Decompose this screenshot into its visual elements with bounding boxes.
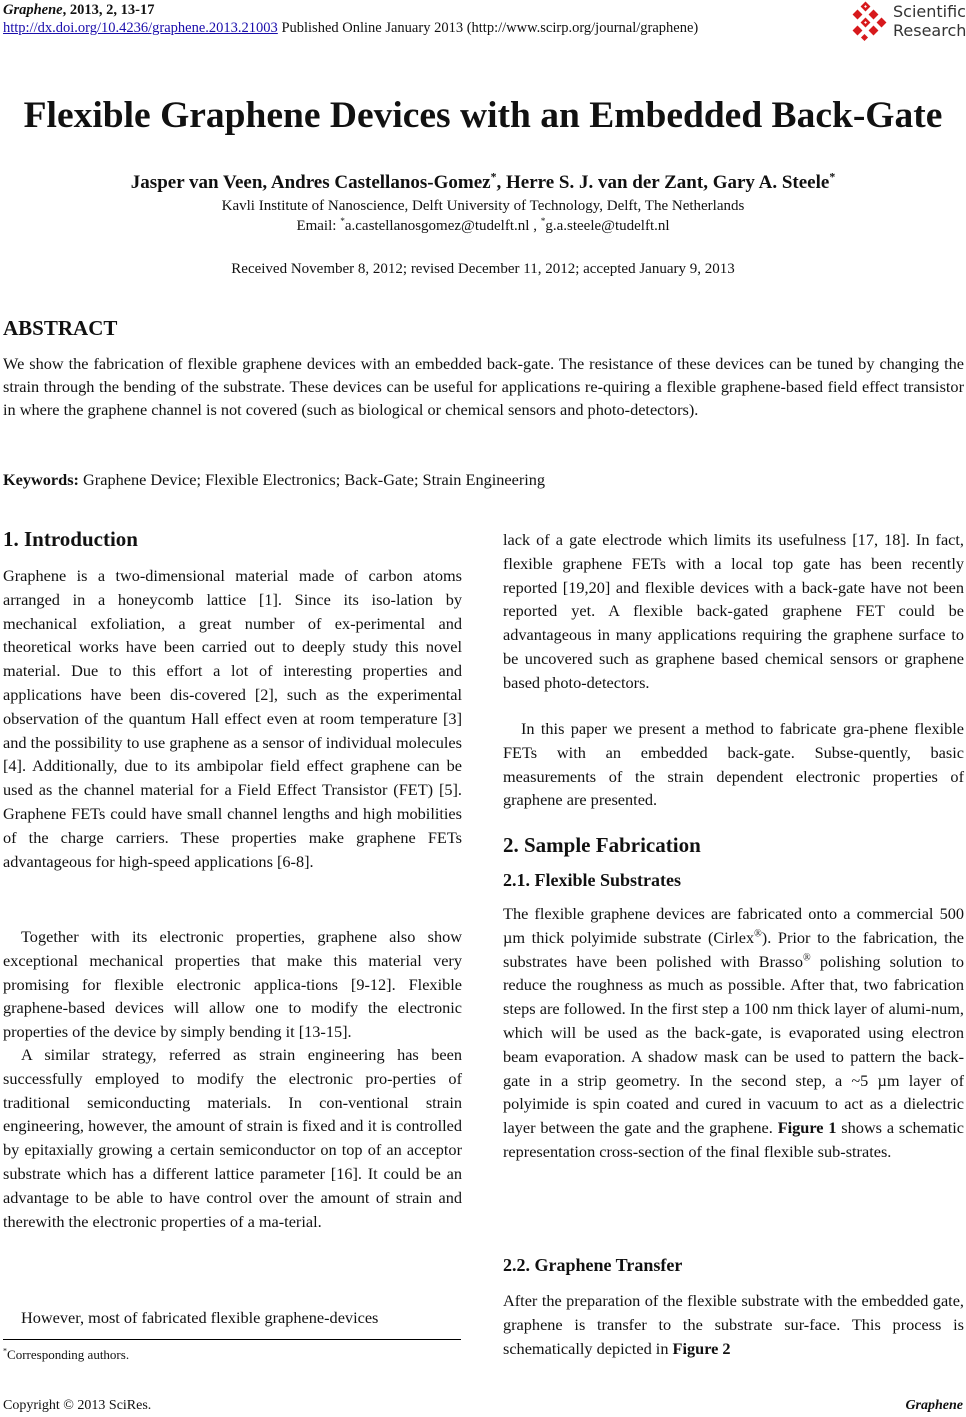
- corresponding-mark: *: [340, 217, 345, 227]
- intro-paragraph-5: In this paper we present a method to fabricate gra-phene flexible FETs with an embedded back-gate. Subse-quently, basic measurements of the strain dependent electronic properties of graphene are presented.: [503, 719, 964, 810]
- footer-journal-name: Graphene: [905, 1398, 963, 1413]
- logo-line-2: Research: [893, 21, 966, 40]
- intro-paragraph-1: Graphene is a two-dimensional material made of carbon atoms arranged in a honeycomb lattice [1]. Since its iso-lation by mechanical exfoliation, a great number of ex-perimental and theoretical works have been carried out to deeply study this novel material. Due to this effort a lot of interesting properties and applications have been dis-covered [2], such as the experimental observation of the quantum Hall effect even at room temperature [3] and the possibility to use graphene as a sensor of individual molecules [4]. Additionally, due to its ambipolar field effect graphene can be used as the channel material for a Field Effect Transistor (FET) [5]. Graphene FETs could have small channel lengths and high mobilities of the charge carriers. These properties make graphene FETs advantageous for high-speed applications [6-8].: [3, 566, 462, 871]
- corresponding-mark: *: [829, 170, 836, 184]
- abstract-text: We show the fabrication of flexible graphene devices with an embedded back-gate. The resistance of these devices can be tuned by changing the strain through the bending of the substrate. These devices can be useful for applications re-quiring a flexible graphene-based field effect transistor in where the graphene channel is not covered (such as biological or chemical sensors and photo-detectors).: [3, 354, 964, 420]
- intro-paragraph-3: A similar strategy, referred as strain engineering has been successfully employed to modify the electronic pro-perties of traditional semiconducting materials. In con-ventional strain engineering, however, the amount of strain is fixed and it is controlled by epitaxially growing a certain semiconductor on top of an acceptor substrate which has a different lattice parameter [16]. It could be an advantage to be able to have control over the amount of strain and therewith the electronic properties of a ma-terial.: [3, 1045, 462, 1231]
- keywords-label: Keywords:: [3, 470, 79, 489]
- authors-part-1: Jasper van Veen, Andres Castellanos-Gomez: [130, 172, 491, 193]
- fabrication-text-d: shows a schematic representation cross-section of the final flexible sub-strates.: [503, 1118, 964, 1161]
- email-2[interactable]: g.a.steele@tudelft.nl: [545, 218, 670, 234]
- subsection-heading-graphene-transfer: 2.2. Graphene Transfer: [503, 1255, 683, 1275]
- transfer-text: After the preparation of the flexible substrate with the embedded gate, graphene is transfer to the substrate sur-face. This process is schematically depicted in: [503, 1291, 964, 1358]
- footnote-text: Corresponding authors.: [7, 1347, 130, 1362]
- scientific-research-logo-icon: [846, 0, 890, 44]
- keywords-line: [3, 470, 545, 490]
- email-separator: ,: [529, 218, 541, 234]
- volume-info: , 2013, 2, 13-17: [62, 2, 155, 18]
- doi-line: [3, 20, 849, 37]
- registered-mark: ®: [803, 952, 811, 964]
- section-heading-introduction: 1. Introduction: [3, 527, 138, 551]
- intro-paragraph-4: However, most of fabricated flexible graphene-devices: [21, 1308, 379, 1327]
- footnote-mark: *: [3, 1346, 8, 1356]
- logo-line-1: Scientific: [893, 2, 966, 21]
- paper-title: Flexible Graphene Devices with an Embedded Back-Gate: [23, 95, 943, 136]
- copyright: Copyright © 2013 SciRes.: [3, 1398, 152, 1413]
- journal-name: Graphene: [3, 2, 63, 18]
- intro-paragraph-2: Together with its electronic properties, graphene also show exceptional mechanical properties that make this material very promising for flexible electronic applica-tions [9-12]. Flexible graphene-based devices will allow one to modify the electronic properties of the device by simply bending it [13-15].: [3, 927, 462, 1042]
- registered-mark: ®: [754, 928, 762, 940]
- publisher-logo: [846, 0, 966, 44]
- abstract-heading: ABSTRACT: [3, 316, 118, 340]
- intro-paragraph-4-continued: lack of a gate electrode which limits its usefulness [17, 18]. In fact, flexible graphene FETs with a local top gate has been recently reported [19,20] and flexible devices with a back-gate have not been reported yet. A flexible back-gated graphene FET could be advantageous in many applications requiring the graphene surface to be uncovered such as graphene based chemical sensors or graphene based photo-detectors.: [503, 530, 964, 692]
- transfer-paragraph-1: [503, 1289, 964, 1360]
- logo-text: [893, 2, 966, 40]
- doi-link[interactable]: http://dx.doi.org/10.4236/graphene.2013.21003: [3, 20, 278, 36]
- keywords-list: Graphene Device; Flexible Electronics; Back-Gate; Strain Engineering: [78, 470, 546, 489]
- figure-1-reference[interactable]: Figure 1: [777, 1118, 837, 1138]
- email-1[interactable]: a.castellanosgomez@tudelft.nl: [344, 218, 530, 234]
- corresponding-mark: *: [540, 217, 546, 227]
- paper-authors: [0, 172, 966, 194]
- email-label: Email:: [296, 218, 341, 234]
- section-heading-sample-fabrication: 2. Sample Fabrication: [503, 833, 701, 857]
- fabrication-text-c: polishing solution to reduce the roughness as much as possible. After that, two fabrication steps are followed. In the first step a 100 nm thick layer of alumi-num, which will be used as the back-gate, is evaporated using electron beam evaporation. A shadow mask can be used to pattern the back-gate in a strip geometry. In the second step, a ~5 µm layer of polyimide is spin coated and cured in vacuum to act as a dielectric layer between the gate and the graphene.: [503, 951, 964, 1138]
- fabrication-text-b: ). Prior to the fabrication, the substrates have been polished with Brasso: [503, 927, 965, 971]
- published-info: Published Online January 2013 (http://www.scirp.org/journal/graphene): [277, 20, 699, 36]
- email-line: [0, 217, 966, 235]
- corresponding-mark: *: [490, 170, 497, 184]
- authors-part-2: , Herre S. J. van der Zant, Gary A. Steele: [496, 172, 830, 193]
- footnote-rule: [3, 1339, 461, 1340]
- fabrication-paragraph-1: [503, 902, 964, 1164]
- journal-citation: [3, 2, 154, 19]
- affiliation: Kavli Institute of Nanoscience, Delft University of Technology, Delft, The Netherlands: [221, 198, 745, 214]
- footnote: [3, 1347, 129, 1363]
- received-dates: Received November 8, 2012; revised December 11, 2012; accepted January 9, 2013: [231, 261, 735, 277]
- figure-2-reference[interactable]: Figure 2: [672, 1338, 731, 1358]
- subsection-heading-flexible-substrates: 2.1. Flexible Substrates: [503, 870, 681, 890]
- fabrication-text-a: The flexible graphene devices are fabricated onto a commercial 500 µm thick polyimide substrate (Cirlex: [503, 904, 964, 947]
